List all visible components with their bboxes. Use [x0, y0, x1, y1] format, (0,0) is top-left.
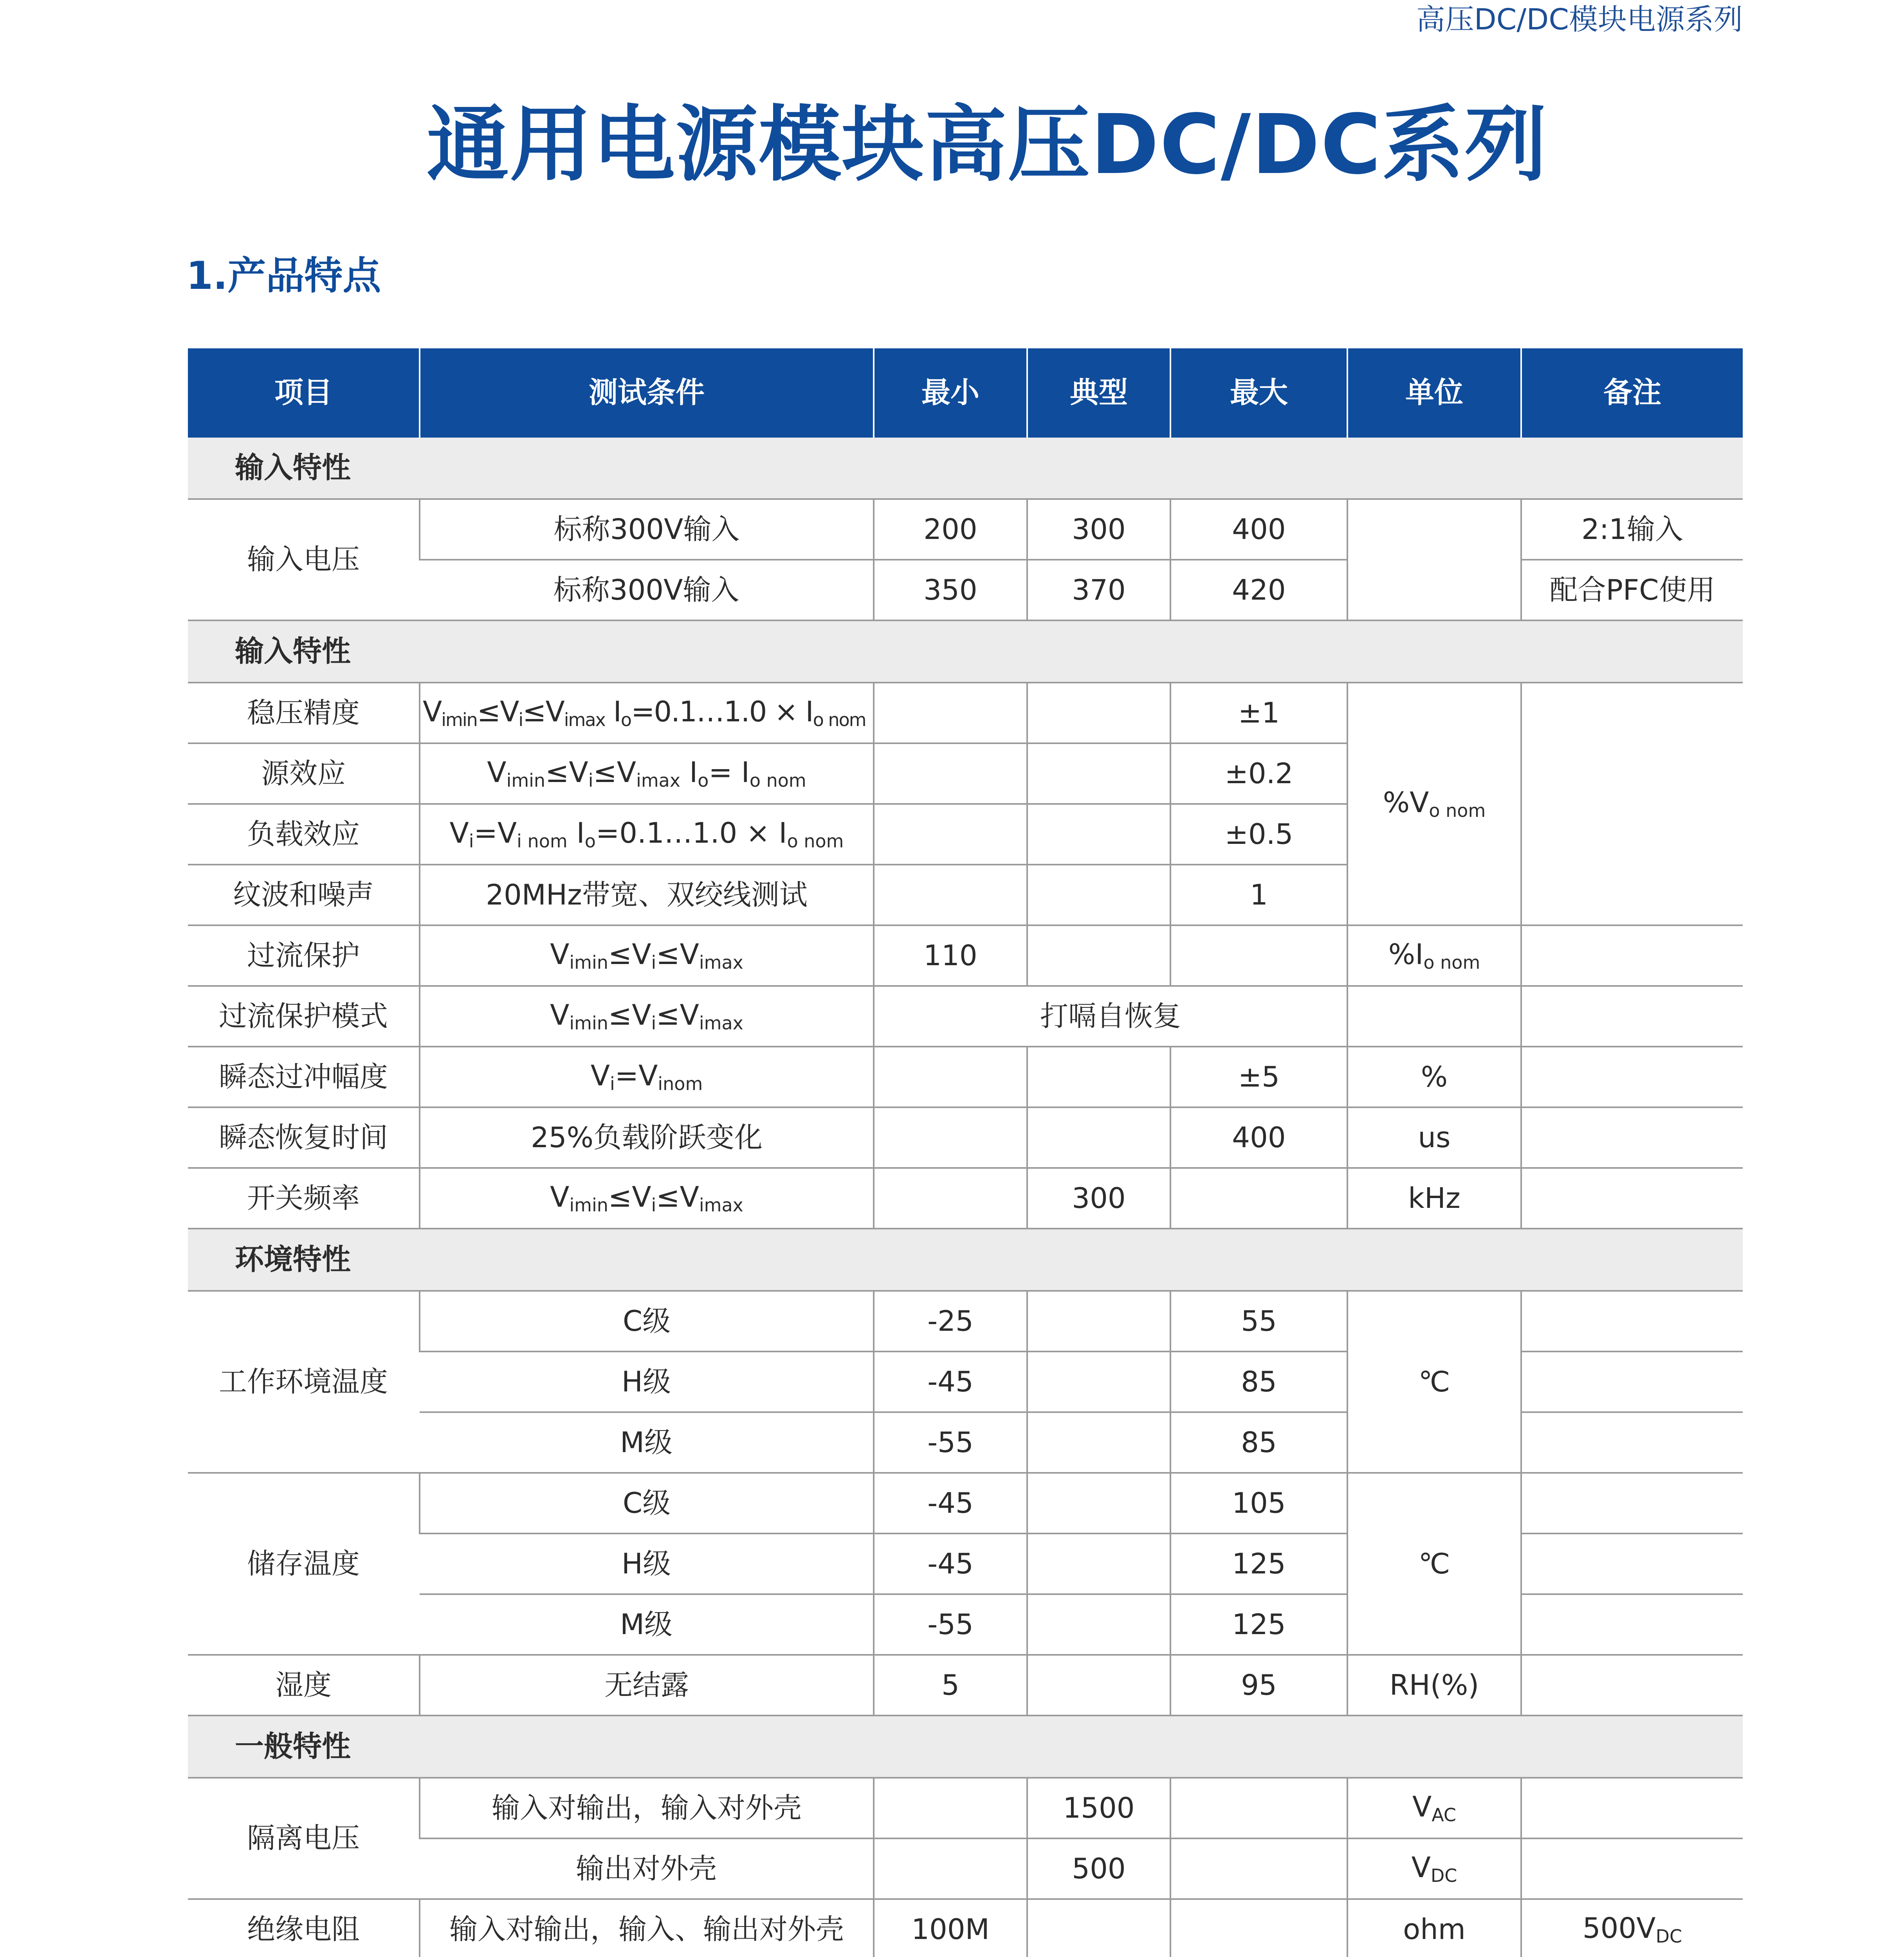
item-cell: 过流保护模式: [188, 986, 420, 1047]
max-cell: [1170, 925, 1347, 986]
typ-cell: [1027, 1107, 1170, 1168]
condition-cell: $V_i=V_{inom}$: [420, 1047, 874, 1107]
max-cell: ±0.5: [1170, 804, 1347, 865]
max-cell: 125: [1170, 1594, 1347, 1655]
typ-cell: [1027, 1291, 1170, 1352]
header-note: 备注: [1521, 348, 1743, 438]
condition-cell: $V_{imin}\le V_i\le V_{imax}$: [420, 925, 874, 986]
max-cell: 55: [1170, 1291, 1347, 1352]
note-cell: [1521, 1291, 1743, 1352]
note-cell: [1521, 1047, 1743, 1107]
max-cell: 85: [1170, 1412, 1347, 1473]
min-cell: [874, 1047, 1027, 1107]
unit-cell: [1347, 499, 1521, 620]
condition-cell: $V_{imin}\le V_i\le V_{imax}$: [420, 1168, 874, 1229]
min-cell: 5: [874, 1655, 1027, 1716]
typ-cell: [1027, 1655, 1170, 1716]
condition-cell: 输入对输出，输入、输出对外壳: [420, 1899, 874, 1957]
table-row: [188, 683, 1743, 743]
condition-cell: $V_{imin}\le V_i\le V_{imax}$ $I_o= I_{o nom}$: [420, 743, 874, 804]
table-row: [188, 1291, 1743, 1352]
min-cell: [874, 743, 1027, 804]
typ-cell: [1027, 1899, 1170, 1957]
typ-cell: [1027, 1534, 1170, 1594]
typ-cell: [1027, 1412, 1170, 1473]
unit-cell: [1347, 986, 1521, 1047]
note-cell: $500V_{DC}$: [1521, 1899, 1743, 1957]
unit-cell: us: [1347, 1107, 1521, 1168]
note-cell: 2:1输入: [1521, 499, 1743, 560]
unit-cell: RH(%): [1347, 1655, 1521, 1716]
max-cell: ±0.2: [1170, 743, 1347, 804]
max-cell: [1170, 1168, 1347, 1229]
min-cell: 350: [874, 560, 1027, 620]
note-cell: [1521, 683, 1743, 925]
table-row: [188, 1473, 1743, 1534]
min-cell: [874, 1107, 1027, 1168]
condition-cell: 25%负载阶跃变化: [420, 1107, 874, 1168]
note-cell: [1521, 1473, 1743, 1534]
item-cell: 输入电压: [188, 499, 420, 620]
typ-cell: [1027, 1352, 1170, 1412]
note-cell: [1521, 1655, 1743, 1716]
note-cell: 配合PFC使用: [1521, 560, 1743, 620]
condition-cell: $V_i=V_{i nom}$ $I_o=0.1\dots 1.0 \times I_{o nom}$: [420, 804, 874, 865]
condition-cell: 输出对外壳: [420, 1838, 874, 1899]
note-cell: [1521, 925, 1743, 986]
page-title-text: 通用电源模块高压DC/DC系列: [427, 97, 1548, 193]
min-cell: [874, 1168, 1027, 1229]
table-row: [188, 1655, 1743, 1716]
typ-cell: [1027, 925, 1170, 986]
group-label: 一般特性: [188, 1716, 1743, 1778]
typ-cell: [1027, 1473, 1170, 1534]
note-cell: [1521, 1352, 1743, 1412]
unit-cell: ohm: [1347, 1899, 1521, 1957]
condition-cell: 标称300V输入: [420, 560, 874, 620]
header-item: 项目: [188, 348, 420, 438]
typ-cell: [1027, 743, 1170, 804]
min-cell: -45: [874, 1534, 1027, 1594]
typ-cell: 300: [1027, 499, 1170, 560]
condition-cell: H级: [420, 1352, 874, 1412]
min-cell: [874, 683, 1027, 743]
note-cell: [1521, 1168, 1743, 1229]
condition-cell: 标称300V输入: [420, 499, 874, 560]
item-cell: 纹波和噪声: [188, 865, 420, 925]
group-label: 输入特性: [188, 620, 1743, 683]
unit-cell-vo: $\%V_{o nom}$: [1347, 683, 1521, 925]
min-cell: [874, 1838, 1027, 1899]
typ-cell: 300: [1027, 1168, 1170, 1229]
condition-cell: H级: [420, 1534, 874, 1594]
max-cell: ±5: [1170, 1047, 1347, 1107]
table-row: [188, 1047, 1743, 1107]
item-cell: 开关频率: [188, 1168, 420, 1229]
unit-cell: %: [1347, 1047, 1521, 1107]
note-cell: [1521, 1778, 1743, 1838]
max-cell: 400: [1170, 1107, 1347, 1168]
table-row: [188, 925, 1743, 986]
spec-table: [188, 348, 1743, 1957]
group-row-input1: [188, 438, 1743, 499]
max-cell: 95: [1170, 1655, 1347, 1716]
table-row: [188, 986, 1743, 1047]
typ-cell: [1027, 683, 1170, 743]
note-cell: [1521, 986, 1743, 1047]
note-cell: [1521, 1534, 1743, 1594]
condition-cell: $V_{imin}\le V_i\le V_{imax}$: [420, 986, 874, 1047]
item-cell: 稳压精度: [188, 683, 420, 743]
unit-cell: $V_{DC}$: [1347, 1838, 1521, 1899]
table-row: [188, 1168, 1743, 1229]
max-cell: 105: [1170, 1473, 1347, 1534]
min-cell: [874, 1778, 1027, 1838]
unit-cell: ℃: [1347, 1473, 1521, 1655]
note-cell: [1521, 1412, 1743, 1473]
min-cell: -55: [874, 1412, 1027, 1473]
unit-cell: $\%I_{o nom}$: [1347, 925, 1521, 986]
max-cell: 125: [1170, 1534, 1347, 1594]
condition-cell: C级: [420, 1291, 874, 1352]
max-cell: [1170, 1778, 1347, 1838]
group-row-input2: [188, 620, 1743, 683]
max-cell: 1: [1170, 865, 1347, 925]
header-typ: 典型: [1027, 348, 1170, 438]
min-cell: 100M: [874, 1899, 1027, 1957]
item-cell: 工作环境温度: [188, 1291, 420, 1473]
table-row: [188, 1778, 1743, 1838]
min-cell: -55: [874, 1594, 1027, 1655]
table-header-row: [188, 348, 1743, 438]
item-cell: 过流保护: [188, 925, 420, 986]
max-cell: [1170, 1899, 1347, 1957]
unit-cell: kHz: [1347, 1168, 1521, 1229]
condition-cell: 输入对输出，输入对外壳: [420, 1778, 874, 1838]
min-cell: 110: [874, 925, 1027, 986]
condition-cell: 无结露: [420, 1655, 874, 1716]
header-min: 最小: [874, 348, 1027, 438]
condition-cell: 20MHz带宽、双绞线测试: [420, 865, 874, 925]
group-row-general: [188, 1716, 1743, 1778]
condition-cell: M级: [420, 1594, 874, 1655]
typ-cell: [1027, 1594, 1170, 1655]
group-label: 环境特性: [188, 1229, 1743, 1291]
section-title-features: 1.产品特点: [186, 254, 381, 298]
max-cell: 400: [1170, 499, 1347, 560]
typ-cell: [1027, 1047, 1170, 1107]
max-cell: ±1: [1170, 683, 1347, 743]
header-unit: 单位: [1347, 348, 1521, 438]
min-cell: -25: [874, 1291, 1027, 1352]
min-cell: [874, 865, 1027, 925]
item-cell: 瞬态恢复时间: [188, 1107, 420, 1168]
typ-cell: [1027, 804, 1170, 865]
group-row-env: [188, 1229, 1743, 1291]
note-cell: [1521, 1107, 1743, 1168]
value-cell: 打嗝自恢复: [874, 986, 1347, 1047]
unit-cell: ℃: [1347, 1291, 1521, 1473]
min-cell: -45: [874, 1352, 1027, 1412]
condition-cell: $V_{imin}\le V_i\le V_{imax}$ $I_o=0.1\dots 1.0 \times I_{o nom}$: [420, 683, 874, 743]
typ-cell: 500: [1027, 1838, 1170, 1899]
item-cell: 绝缘电阻: [188, 1899, 420, 1957]
item-cell: 负载效应: [188, 804, 420, 865]
header-max: 最大: [1170, 348, 1347, 438]
min-cell: [874, 804, 1027, 865]
table-row: [188, 1899, 1743, 1957]
item-cell: 隔离电压: [188, 1778, 420, 1899]
note-cell: [1521, 1838, 1743, 1899]
header-condition: 测试条件: [420, 348, 874, 438]
item-cell: 储存温度: [188, 1473, 420, 1655]
max-cell: [1170, 1838, 1347, 1899]
group-label: 输入特性: [188, 438, 1743, 499]
max-cell: 85: [1170, 1352, 1347, 1412]
page-title: [0, 94, 1904, 196]
max-cell: 420: [1170, 560, 1347, 620]
condition-cell: M级: [420, 1412, 874, 1473]
header-series-label: 高压DC/DC模块电源系列: [1416, 3, 1743, 36]
min-cell: 200: [874, 499, 1027, 560]
table-row: [188, 499, 1743, 560]
item-cell: 湿度: [188, 1655, 420, 1716]
typ-cell: [1027, 865, 1170, 925]
item-cell: 源效应: [188, 743, 420, 804]
note-cell: [1521, 1594, 1743, 1655]
unit-cell: $V_{AC}$: [1347, 1778, 1521, 1838]
typ-cell: 1500: [1027, 1778, 1170, 1838]
typ-cell: 370: [1027, 560, 1170, 620]
table-row: [188, 1107, 1743, 1168]
item-cell: 瞬态过冲幅度: [188, 1047, 420, 1107]
min-cell: -45: [874, 1473, 1027, 1534]
table-row: [188, 1838, 1743, 1899]
condition-cell: C级: [420, 1473, 874, 1534]
